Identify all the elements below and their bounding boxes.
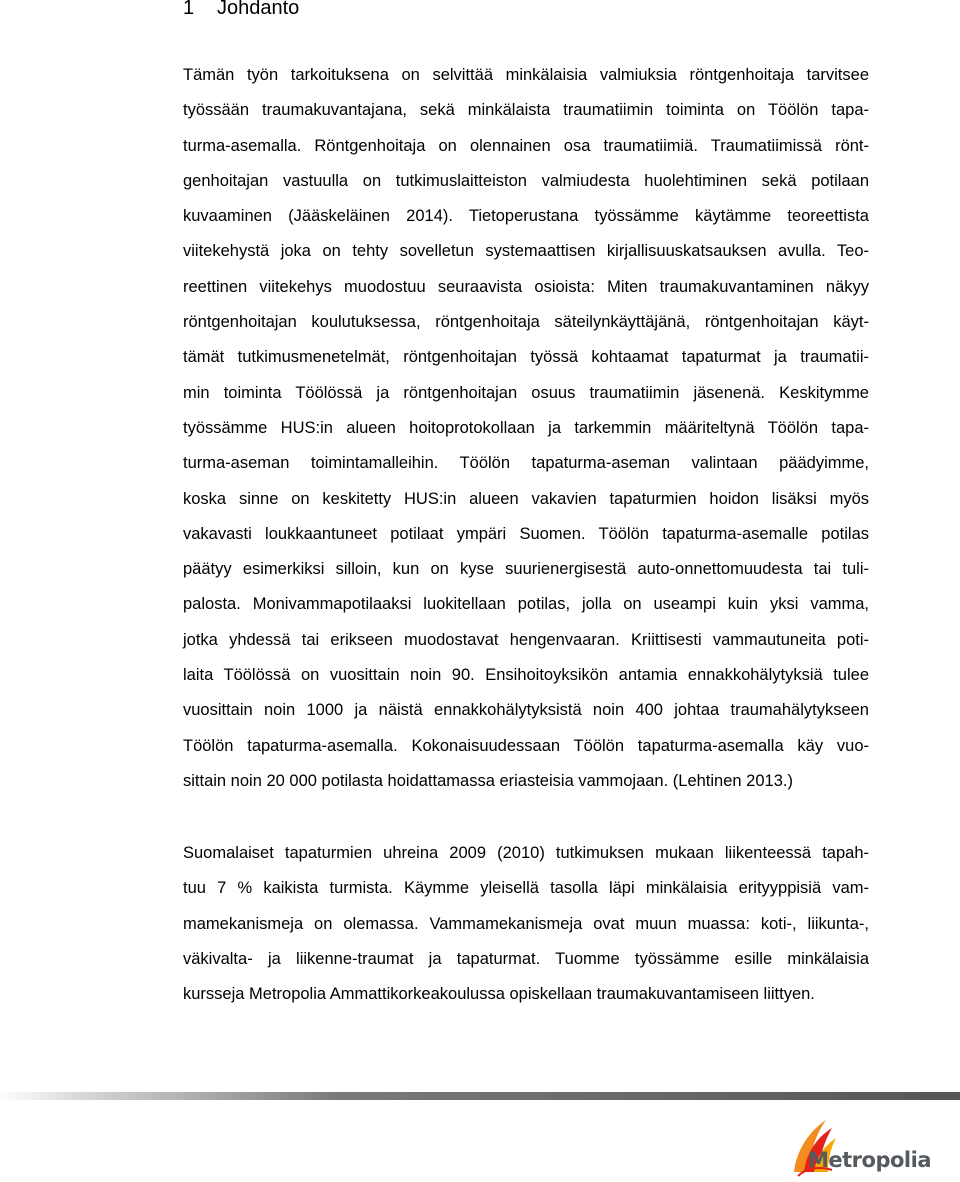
paragraph-line: kuvaaminen (Jääskeläinen 2014). Tietoperustana työssämme käytämme teoreettista	[183, 207, 869, 226]
paragraph-line: Töölön tapaturma-asemalla. Kokonaisuudessaan Töölön tapaturma-asemalla käy vuo-	[183, 736, 869, 755]
paragraph-line: vuosittain noin 1000 ja näistä ennakkohälytyksistä noin 400 johtaa traumahälytykseen	[183, 701, 869, 720]
paragraph-line: Suomalaiset tapaturmien uhreina 2009 (2010) tutkimuksen mukaan liikenteessä tapah-	[183, 844, 869, 862]
paragraph-line: työssään traumakuvantajana, sekä minkälaista traumatiimin toiminta on Töölön tapa-	[183, 101, 869, 120]
paragraph-line: jotka yhdessä tai erikseen muodostavat hengenvaaran. Kriittisesti vammautuneita poti-	[183, 630, 869, 649]
paragraph-line: päätyy esimerkiksi silloin, kun on kyse suurienergisestä auto-onnettomuudesta tai tuli-	[183, 560, 869, 579]
paragraph-line: Tämän työn tarkoituksena on selvittää minkälaisia valmiuksia röntgenhoitaja tarvitsee	[183, 66, 869, 84]
section-heading	[183, 0, 299, 22]
paragraph-line: röntgenhoitajan koulutuksessa, röntgenhoitaja säteilynkäyttäjänä, röntgenhoitajan käyt-	[183, 313, 869, 332]
paragraph-2	[183, 836, 869, 1012]
paragraph-1	[183, 58, 869, 799]
paragraph-line: min toiminta Töölössä ja röntgenhoitajan osuus traumatiimin jäsenenä. Keskitymme	[183, 383, 869, 402]
paragraph-line: tämät tutkimusmenetelmät, röntgenhoitajan työssä kohtaamat tapaturmat ja traumatii-	[183, 348, 869, 367]
footer-divider-bar	[0, 1092, 960, 1100]
paragraph-line: koska sinne on keskitetty HUS:in alueen vakavien tapaturmien hoidon lisäksi myös	[183, 489, 869, 508]
metropolia-logo-text: Metropolia	[808, 1148, 931, 1172]
paragraph-line: kursseja Metropolia Ammattikorkeakoulussa opiskellaan traumakuvantamiseen liittyen.	[183, 985, 815, 1004]
paragraph-line: vakavasti loukkaantuneet potilaat ympäri Suomen. Töölön tapaturma-asemalle potilas	[183, 524, 869, 543]
paragraph-line: laita Töölössä on vuosittain noin 90. Ensihoitoyksikön antamia ennakkohälytyksiä tulee	[183, 666, 869, 685]
section-number: 1	[183, 0, 195, 19]
paragraph-line: väkivalta- ja liikenne-traumat ja tapaturmat. Tuomme työssämme esille minkälaisia	[183, 949, 869, 968]
paragraph-line: viitekehystä joka on tehty sovelletun systemaattisen kirjallisuuskatsauksen avulla. Teo-	[183, 242, 869, 261]
paragraph-line: tuu 7 % kaikista turmista. Käymme yleisellä tasolla läpi minkälaisia erityyppisiä vam-	[183, 879, 869, 898]
paragraph-line: genhoitajan vastuulla on tutkimuslaitteiston valmiudesta huolehtiminen sekä potilaan	[183, 171, 869, 190]
paragraph-line: turma-aseman toimintamalleihin. Töölön tapaturma-aseman valintaan päädyimme,	[183, 454, 869, 473]
paragraph-line: sittain noin 20 000 potilasta hoidattamassa eriasteisia vammojaan. (Lehtinen 2013.)	[183, 771, 793, 790]
paragraph-line: mamekanismeja on olemassa. Vammamekanismeja ovat muun muassa: koti-, liikunta-,	[183, 914, 869, 933]
paragraph-line: turma-asemalla. Röntgenhoitaja on olennainen osa traumatiimiä. Traumatiimissä rönt-	[183, 136, 869, 155]
section-title: Johdanto	[217, 0, 300, 19]
paragraph-line: työssämme HUS:in alueen hoitoprotokollaan ja tarkemmin määriteltynä Töölön tapa-	[183, 418, 869, 437]
paragraph-line: palosta. Monivammapotilaaksi luokitellaan potilas, jolla on useampi kuin yksi vamma,	[183, 595, 869, 614]
paragraph-line: reettinen viitekehys muodostuu seuraavista osioista: Miten traumakuvantaminen näkyy	[183, 277, 869, 296]
